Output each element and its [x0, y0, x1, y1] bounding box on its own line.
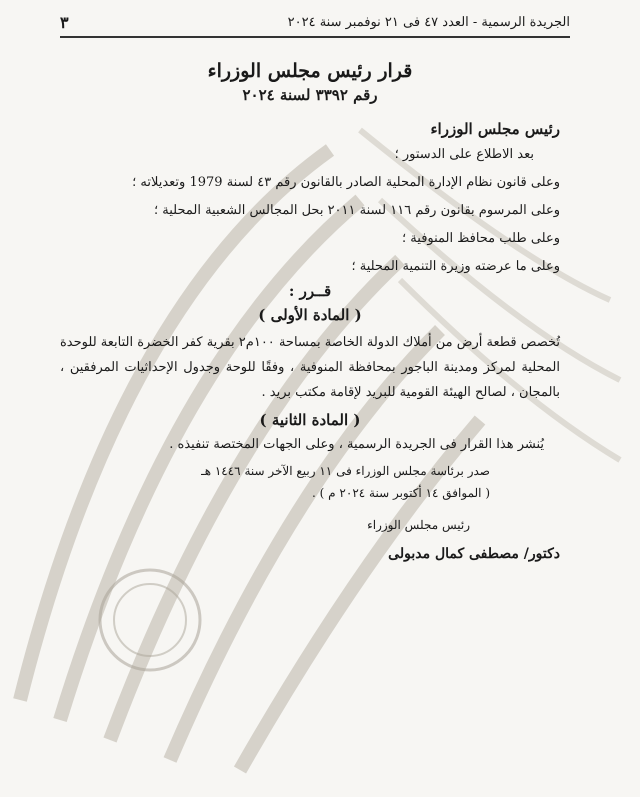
- issuer-heading: رئيس مجلس الوزراء: [430, 120, 560, 138]
- decided-heading: قــرر :: [288, 282, 332, 300]
- article-1-heading: ( المادة الأولى ): [258, 306, 362, 324]
- recital: وعلى طلب محافظ المنوفية ؛: [402, 231, 560, 246]
- running-title: الجريدة الرسمية - العدد ٤٧ فى ٢١ نوفمبر سنة ٢٠٢٤: [287, 14, 570, 30]
- recital: وعلى ما عرضته وزيرة التنمية المحلية ؛: [351, 259, 560, 274]
- issued-hijri: صدر برئاسة مجلس الوزراء فى ١١ ربيع الآخر سنة ١٤٤٦ هـ: [201, 464, 490, 478]
- article-2-text: يُنشر هذا القرار فى الجريدة الرسمية ، وعلى الجهات المختصة تنفيذه .: [169, 437, 544, 452]
- recital: وعلى قانون نظام الإدارة المحلية الصادر بالقانون رقم ٤٣ لسنة 1979 وتعديلاته ؛: [132, 175, 560, 190]
- page-number: ٣: [60, 12, 69, 32]
- recital: بعد الاطلاع على الدستور ؛: [394, 147, 534, 162]
- article-2-heading: ( المادة الثانية ): [259, 411, 361, 429]
- signatory-role: رئيس مجلس الوزراء: [367, 518, 470, 532]
- page-header: [60, 8, 570, 38]
- decree-body: [60, 60, 560, 562]
- signatory-name: دكتور/ مصطفى كمال مدبولى: [388, 546, 560, 562]
- issue-dates: [60, 460, 490, 504]
- decree-number: رقم ٣٣٩٢ لسنة ٢٠٢٤: [242, 86, 378, 104]
- recital: وعلى المرسوم بقانون رقم ١١٦ لسنة ٢٠١١ بحل المجالس الشعبية المحلية ؛: [154, 203, 560, 218]
- issued-gregorian: ( الموافق ١٤ أكتوبر سنة ٢٠٢٤ م ) .: [312, 486, 490, 500]
- article-1-text: تُخصص قطعة أرض من أملاك الدولة الخاصة بمساحة ١٠٠م٢ بقرية كفر الخضرة التابعة للوحدة المحلية لمركز ومدينة الباجور بمحافظة المنوفية ، وفقًا للوحة وجدول الإحداثيات المرفقين ، بالمجان ، لصالح الهيئة القومية للبريد لإقامة مكتب بريد .: [60, 335, 561, 400]
- decree-title: قرار رئيس مجلس الوزراء: [207, 60, 413, 82]
